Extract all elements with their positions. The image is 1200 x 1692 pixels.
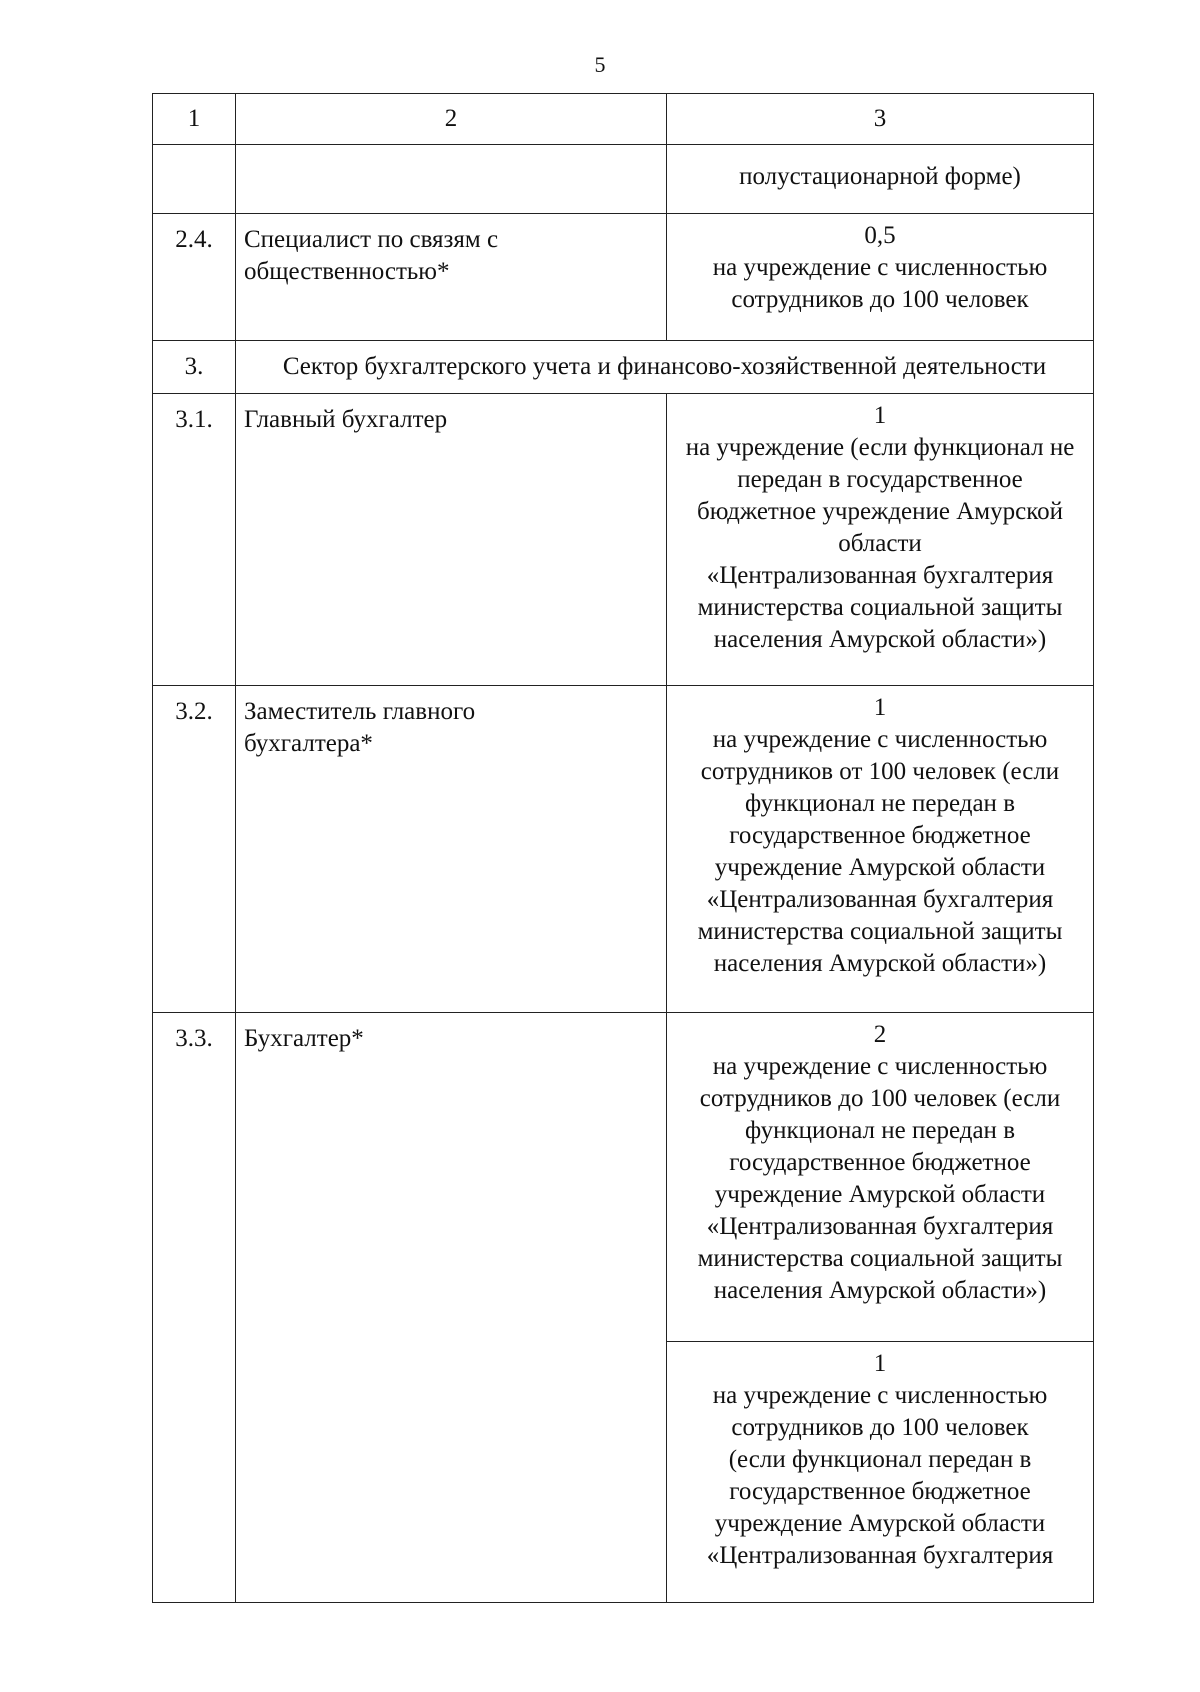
position-name-text: Заместитель главного бухгалтера*	[244, 698, 476, 757]
table-row-3-1	[153, 394, 1094, 686]
norm-value: 2	[873, 1021, 887, 1048]
table-row-section-3	[153, 341, 1094, 394]
position-name	[236, 145, 667, 214]
norm-text: на учреждение с численностью сотрудников до 100 человек (если функционал не передан в государственное бюджетное учреждение Амурской области «Централизованная бухгалтерия министерства социальной защиты населения Амурской области»)	[697, 1053, 1063, 1304]
norm-text: на учреждение (если функционал не передан в государственное бюджетное учреждение Амурской области «Централизованная бухгалтерия министерства социальной защиты населения Амурской области»)	[685, 434, 1075, 653]
header-col-1: 1	[153, 94, 236, 145]
norm-cell	[667, 214, 1094, 341]
norm-value: 1	[873, 694, 887, 721]
row-number: 3.3.	[153, 1013, 236, 1603]
norm-value: 1	[873, 402, 887, 429]
norm-text: полустационарной форме)	[667, 145, 1094, 214]
row-number: 3.2.	[153, 686, 236, 1013]
page-number: 5	[594, 52, 606, 77]
row-number: 3.	[153, 341, 236, 394]
staffing-norms-table	[152, 93, 1094, 1603]
table-row-3-2	[153, 686, 1094, 1013]
table-row-3-3	[153, 1013, 1094, 1342]
norm-text: на учреждение с численностью сотрудников до 100 человек (если функционал передан в государственное бюджетное учреждение Амурской области «Централизованная бухгалтерия	[706, 1382, 1054, 1569]
table-header-row	[153, 94, 1094, 145]
position-name	[236, 214, 667, 341]
norm-cell	[667, 394, 1094, 686]
position-name: Бухгалтер*	[236, 1013, 667, 1603]
table-row-2-4	[153, 214, 1094, 341]
position-name-text: Специалист по связям с общественностью*	[244, 226, 499, 285]
norm-cell	[667, 686, 1094, 1013]
position-name: Главный бухгалтер	[236, 394, 667, 686]
header-col-3: 3	[667, 94, 1094, 145]
norm-cell-b	[667, 1342, 1094, 1603]
norm-text: на учреждение с численностью сотрудников от 100 человек (если функционал не передан в государственное бюджетное учреждение Амурской области «Централизованная бухгалтерия министерства социальной защиты населения Амурской области»)	[697, 726, 1063, 977]
norm-text: на учреждение с численностью сотрудников до 100 человек	[712, 254, 1048, 313]
row-number: 2.4.	[153, 214, 236, 341]
table-row-continuation	[153, 145, 1094, 214]
norm-cell-a	[667, 1013, 1094, 1342]
norm-value: 1	[873, 1350, 887, 1377]
row-number: 3.1.	[153, 394, 236, 686]
section-title: Сектор бухгалтерского учета и финансово-хозяйственной деятельности	[236, 341, 1094, 394]
norm-value: 0,5	[864, 222, 896, 249]
header-col-2: 2	[236, 94, 667, 145]
row-number	[153, 145, 236, 214]
position-name	[236, 686, 667, 1013]
